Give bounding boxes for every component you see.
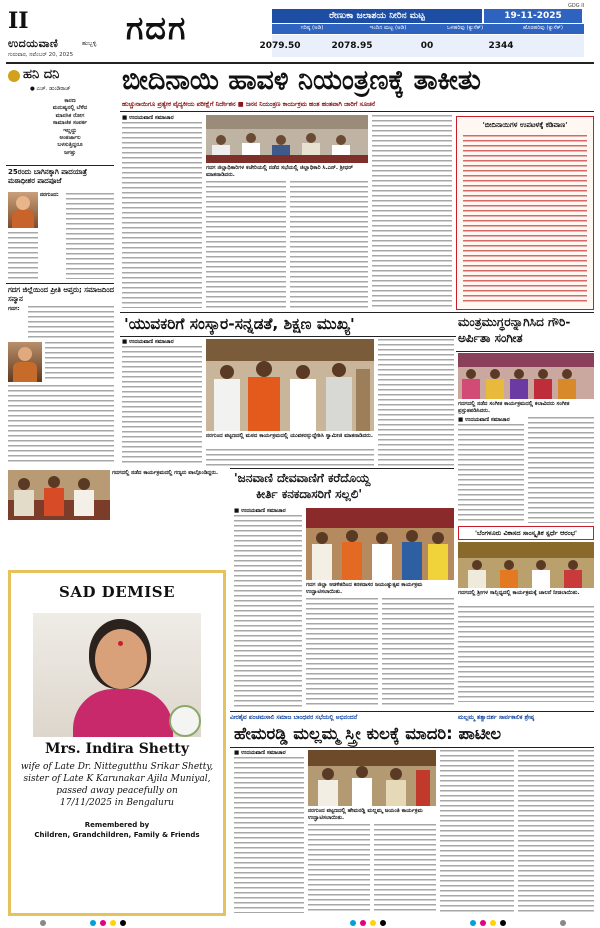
bottom-kicker-left: ವೀರಶೈವ ಪಂಚಮಸಾಲಿ ಸಮಾಜ ಬಾಂಧವರ ಸಭೆಯಲ್ಲಿ ಅಭಿನಂದನೆ [230,714,358,721]
obituary-box [8,570,226,916]
bottom-col-3 [374,824,436,914]
reservoir-col-today: ಇಂದಿನ ಮಟ್ಟ (ಅಡಿ) [369,25,407,31]
story1-body [40,192,114,280]
lead-col-3 [290,181,368,309]
sidebar-title: 'ಬೀದಿನಾಯಿಗಳ ಉಪಟಳಕ್ಕೆ ಕಡಿವಾಣ' [482,121,568,129]
obituary-detail-line: 17/11/2025 in Bengaluru [60,798,174,808]
youth-rule [120,336,456,337]
story1-headline: 25ರಂದು ಬಾಗಿನಕ್ಕಾಗಿ ಪಾದಯಾತ್ರೆ ಮಠಾಧೀಶರ ಪಾದಪೂಜೆ [8,168,87,185]
obituary-title: SAD DEMISE [58,583,176,601]
kanaka-rule [230,468,454,469]
story2-photo [8,342,42,382]
reservoir-header-row [272,24,584,34]
lead-headline: ಬೀದಿನಾಯಿ ಹಾವಳಿ ನಿಯಂತ್ರಣಕ್ಕೆ ತಾಕೀತು [122,65,481,96]
story1-body-cont [8,232,38,280]
bottom-rule-top [230,711,594,712]
reservoir-today-value: 2078.95 [331,41,373,51]
poem-line: ಕಾರಣ [64,98,76,104]
sidebar-text [463,135,587,303]
honi-poem [26,98,114,157]
youth-photo [206,339,374,431]
lead-photo-caption: ಗದಗ ಜಿಲ್ಲಾಧಿಕಾರಿಗಳ ಕಚೇರಿಯಲ್ಲಿ ನಡೆದ ಸಭೆಯಲ್ಲಿ ಜಿಲ್ಲಾಧಿಕಾರಿ ಸಿ.ಎನ್. ಶ್ರೀಧರ್ ಮಾತನಾಡಿದರು. [206,165,353,178]
poem-line: ಬಳಸುತ್ತಿದ್ದರೂ [57,142,83,149]
lead-subheadline: ಹುಚ್ಚುನಾಯಿಗೂ ಪ್ರತ್ಯೇಕ ವೈದ್ಯಕೀಯ ಪರೀಕ್ಷೆಗೆ ನಿರ್ದೇಶನ ■ ಜನನ ನಿಯಂತ್ರಣ ಕಾರ್ಯಕ್ರಮ ಹಂತ ಹಂತವಾಗಿ ಜಾರಿಗೆ ಸೂಚನೆ [122,101,376,108]
reservoir-max-value: 2079.50 [259,41,301,51]
poem-line: ಅಂತರ್ಜಾಲ [59,135,81,142]
music-dateline: ■ ಉದಯವಾಣಿ ಸಮಾಚಾರ [458,417,510,423]
obituary-name: Mrs. Indira Shetty [45,741,189,757]
obituary-detail-line: sister of Late K Karunakar Ajila Muniyal, [23,774,211,784]
music-headline: ಮಂತ್ರಮುಗ್ಧರನ್ನಾಗಿಸಿದ ಗೌರಿ-ಅರ್ಪಿತಾ ಸಂಗೀತ [458,315,571,345]
story2-text [8,385,114,465]
poem-line: ಸಾಮಾಜಿಕ ಸಂಪರ್ಕ [52,120,88,127]
lead-photo [206,115,368,163]
lead-col-4 [372,115,452,309]
youth-photo-caption: ನರಗುಂದ ಪಟ್ಟಣದಲ್ಲಿ ಮಠದ ಕಾರ್ಯಕ್ರಮದಲ್ಲಿ ಯುವಕರನ್ನುದ್ದೇಶಿಸಿ ಸ್ವಾಮೀಜಿ ಮಾತನಾಡಿದರು. [206,433,373,439]
bottom-dateline: ■ ಉದಯವಾಣಿ ಸಮಾಚಾರ [234,750,286,756]
bottom-col-1 [234,750,304,914]
left-divider [6,283,114,284]
date-line: ಗುರುವಾರ, ನವೆಂಬರ್ 20, 2025 [8,52,74,58]
bottom-kicker-right: ಮಲ್ಲಮ್ಮ ತತ್ವಾದರ್ಶ ಸಾರ್ವಕಾಲಿಕ ಶ್ರೇಷ್ಠ [458,714,535,721]
obituary-remembered: Remembered by [84,821,150,829]
lead-rule [120,111,594,112]
story2-text [45,342,114,382]
page-number: II [8,8,29,34]
honi-byline: ● ಎಚ್. ಡುಂಡಿರಾಜ್ [30,86,71,92]
music-photo-2 [458,542,594,588]
music-col-1 [458,417,524,523]
bottom-col-4 [440,750,514,914]
youth-col-3 [378,339,454,467]
bottom-col-2 [308,824,370,914]
bottom-headline: ಹೇಮರಡ್ಡಿ ಮಲ್ಲಮ್ಮ ಸ್ತ್ರೀ ಕುಲಕ್ಕೆ ಮಾದರಿ: ಪಾಟೀಲ [234,724,502,743]
masthead [0,0,600,62]
kanaka-photo [306,508,454,580]
left-divider [6,165,114,166]
kanaka-headline-2: ಕೀರ್ತಿ ಕನಕದಾಸರಿಗೆ ಸಲ್ಲಲಿ' [256,487,363,501]
reservoir-date: 19-11-2025 [484,9,582,23]
music-sub-box-title: 'ಬೆಂಗಳೂರು ವಿಕಾಸದ ಸಾಂಸ್ಕೃತಿಕ ಸ್ಪರ್ಧೆ ಆರಂಭ' [474,529,578,537]
registration-marks [0,918,600,928]
obituary-family: Children, Grandchildren, Family & Friends [34,831,200,839]
obituary-detail-line: wife of Late Dr. Nittegutthu Srikar Shetty, [20,762,214,772]
youth-dateline: ■ ಉದಯವಾಣಿ ಸಮಾಚಾರ [122,339,174,345]
poem-line: ಜಗತ್ತು [64,149,76,156]
kanaka-col-1 [234,508,302,708]
kanaka-dateline: ■ ಉದಯವಾಣಿ ಸಮಾಚಾರ [234,508,286,514]
story2-text [28,306,114,340]
youth-headline: 'ಯುವಕರಿಗೆ ಸಂಸ್ಕಾರ-ಸನ್ನಡತೆ, ಶಿಕ್ಷಣ ಮುಖ್ಯ' [124,315,355,333]
story1-lead: ನರಗುಂದ: [40,192,59,198]
reservoir-col-outflow: ಹೊರಹರಿವು (ಕ್ಯುಸೆಕ್) [522,25,564,31]
music-col-3 [458,606,594,702]
music-photo [458,353,594,399]
poem-line: ಮಾನಸಿಕ ರೋಗ [55,112,85,119]
youth-col-1 [122,339,202,467]
honi-dani-box [6,66,114,162]
story2-headline: ಗದಗ ಜಿಲ್ಲೆಯಿಂದ ಪ್ರೀತಿ ಆಪ್ತರು; ಸಮಾಜದಿಂದ ಸನ್ಮಾನ [8,286,114,303]
music-photo-caption: ಗದಗದಲ್ಲಿ ನಡೆದ ಸಂಗೀತ ಕಾರ್ಯಕ್ರಮದಲ್ಲಿ ಕಲಾವಿದರು ಸಂಗೀತ ಪ್ರಸ್ತುತಪಡಿಸಿದರು. [458,401,570,414]
obituary-detail-line: passed away peacefully on [56,786,178,796]
poem-line: ಇಲ್ಲದ್ದು [63,127,77,134]
honi-dani-icon [8,70,20,82]
kanaka-headline-1: 'ಜನವಾಣಿ ದೇವವಾಣಿಗೆ ಕರೆದೊಯ್ದ [234,471,371,485]
reservoir-table [259,9,584,59]
reservoir-inflow-value: 00 [420,41,434,51]
reservoir-col-max: ಗರಿಷ್ಠ (ಅಡಿ) [300,25,324,31]
bottom-photo-caption: ನರಗುಂದ ಪಟ್ಟಣದಲ್ಲಿ ಹೇಮರಡ್ಡಿ ಮಲ್ಲಮ್ಮ ಜಯಂತಿ ಕಾರ್ಯಕ್ರಮ ಉದ್ಘಾಟಿಸಲಾಯಿತು. [308,808,423,821]
story1-photo [8,192,38,228]
story2-lead: ಗದಗ: [8,306,20,312]
reservoir-value-row [259,35,584,57]
music-photo-2-caption: ಗದಗದಲ್ಲಿ ಶ್ರೀಗಳ ಸಾನ್ನಿಧ್ಯದಲ್ಲಿ ಕಾರ್ಯಕ್ರಮಕ್ಕೆ ಚಾಲನೆ ನೀಡಲಾಯಿತು. [458,590,580,596]
obituary-photo [33,613,201,737]
kanaka-col-3 [382,598,454,708]
lead-dateline: ■ ಉದಯವಾಣಿ ಸಮಾಚಾರ [122,115,174,121]
bottom-col-5 [518,750,594,914]
music-sub-box [458,526,594,540]
kanaka-col-2 [306,598,378,708]
lead-sidebar [456,116,594,310]
small-photo-caption: ಗದಗದಲ್ಲಿ ನಡೆದ ಕಾರ್ಯಕ್ರಮದಲ್ಲಿ ಗಣ್ಯರು ಪಾಲ್ಗೊಂಡಿದ್ದರು. [112,470,219,476]
bottom-photo [308,750,436,806]
reservoir-col-inflow: ಒಳಹರಿವು (ಕ್ಯುಸೆಕ್) [446,25,484,31]
lead-col-1 [122,115,202,309]
reservoir-title: ರೇಣುಕಾ ಜಲಾಶಯ ನೀರಿನ ಮಟ್ಟ [272,9,482,23]
corner-code: GDG II [568,3,585,9]
small-photo [8,470,110,520]
youth-col-2b [206,449,374,467]
paper-name: ಉದಯವಾಣಿ [8,37,59,50]
kanaka-photo-caption: ಗದಗ ಜಿಲ್ಲಾ ಆಡಳಿತದಿಂದ ಕನಕದಾಸರ ಜಯಂತ್ಯುತ್ಸವ ಕಾರ್ಯಕ್ರಮ ಉದ್ಘಾಟಿಸಲಾಯಿತು. [306,582,423,595]
obituary-details [17,761,217,809]
lead-col-2 [206,181,286,309]
honi-dani-title: ಹನಿ ದನಿ [23,67,60,82]
section-name: ಗದಗ [126,9,188,47]
music-rule [456,351,594,352]
bottom-rule [230,747,594,748]
poem-line: ಮನುಷ್ಯನಲ್ಲಿ ಬೆಳೆದ [52,105,88,112]
edition-label: ಹುಬ್ಬಳ್ಳಿ [82,40,97,47]
reservoir-outflow-value: 2344 [488,41,514,51]
music-col-2 [528,417,594,523]
